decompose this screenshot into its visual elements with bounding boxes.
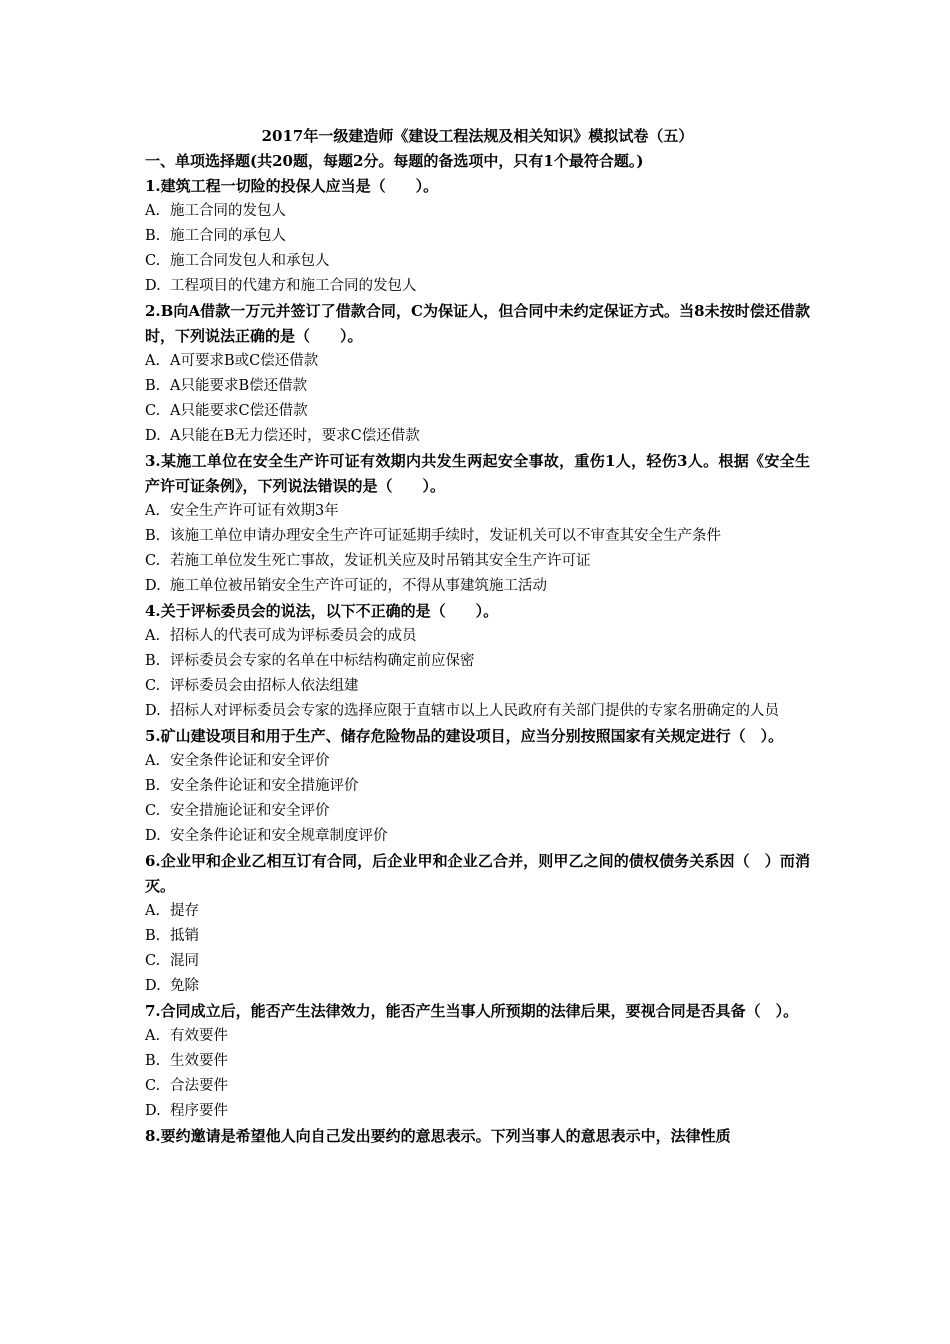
answer-option xyxy=(145,549,810,574)
option-label: C. xyxy=(145,803,161,819)
option-text: 招标人的代表可成为评标委员会的成员 xyxy=(170,628,417,644)
option-text: A只能在B无力偿还时，要求C偿还借款 xyxy=(170,428,420,444)
answer-option xyxy=(145,1049,810,1074)
answer-option xyxy=(145,924,810,949)
option-label: B. xyxy=(145,928,161,944)
option-text: 抵销 xyxy=(170,928,199,944)
option-label: D. xyxy=(145,828,161,844)
question-stem: 8.要约邀请是希望他人向自己发出要约的意思表示。下列当事人的意思表示中，法律性质 xyxy=(145,1127,731,1145)
option-text: A只能要求C偿还借款 xyxy=(170,403,308,419)
question-item xyxy=(145,1124,810,1149)
option-label: C. xyxy=(145,953,161,969)
answer-option xyxy=(145,749,810,774)
option-text: 安全条件论证和安全规章制度评价 xyxy=(170,828,388,844)
option-text: 评标委员会由招标人依法组建 xyxy=(170,678,359,694)
answer-option xyxy=(145,374,810,399)
option-label: A. xyxy=(145,903,161,919)
option-text: 施工合同发包人和承包人 xyxy=(170,253,330,269)
option-text: 施工合同的承包人 xyxy=(170,228,286,244)
option-text: 程序要件 xyxy=(170,1103,228,1119)
option-text: 招标人对评标委员会专家的选择应限于直辖市以上人民政府有关部门提供的专家名册确定的人员 xyxy=(170,703,779,719)
answer-option xyxy=(145,199,810,224)
answer-option xyxy=(145,824,810,849)
option-label: A. xyxy=(145,503,161,519)
answer-option xyxy=(145,249,810,274)
answer-option xyxy=(145,524,810,549)
option-label: A. xyxy=(145,753,161,769)
option-label: C. xyxy=(145,678,161,694)
answer-option xyxy=(145,774,810,799)
question-stem: 2.B向A借款一万元并签订了借款合同，C为保证人，但合同中未约定保证方式。当8未按时偿还借款时，下列说法正确的是（ ）。 xyxy=(145,302,810,345)
answer-option xyxy=(145,274,810,299)
option-text: 施工合同的发包人 xyxy=(170,203,286,219)
answer-option xyxy=(145,1074,810,1099)
question-list xyxy=(145,174,810,1149)
answer-option xyxy=(145,649,810,674)
option-text: 混同 xyxy=(170,953,199,969)
option-label: C. xyxy=(145,253,161,269)
option-text: 有效要件 xyxy=(170,1028,228,1044)
option-text: 安全生产许可证有效期3年 xyxy=(170,503,339,519)
answer-option xyxy=(145,349,810,374)
option-label: D. xyxy=(145,278,161,294)
question-stem: 4.关于评标委员会的说法，以下不正确的是（ ）。 xyxy=(145,602,499,620)
option-label: D. xyxy=(145,428,161,444)
option-text: 该施工单位申请办理安全生产许可证延期手续时，发证机关可以不审查其安全生产条件 xyxy=(170,528,721,544)
question-stem: 6.企业甲和企业乙相互订有合同，后企业甲和企业乙合并，则甲乙之间的债权债务关系因（ ）而消灭。 xyxy=(145,852,810,895)
option-label: C. xyxy=(145,1078,161,1094)
answer-option xyxy=(145,399,810,424)
question-stem: 7.合同成立后，能否产生法律效力，能否产生当事人所预期的法律后果，要视合同是否具备（ ）。 xyxy=(145,1002,799,1020)
answer-option xyxy=(145,624,810,649)
question-item xyxy=(145,999,810,1124)
option-text: 免除 xyxy=(170,978,199,994)
option-label: A. xyxy=(145,353,161,369)
answer-option xyxy=(145,574,810,599)
question-stem: 1.建筑工程一切险的投保人应当是（ ）。 xyxy=(145,177,439,195)
option-text: 合法要件 xyxy=(170,1078,228,1094)
option-label: B. xyxy=(145,528,161,544)
exam-title: 2017年一级建造师《建设工程法规及相关知识》模拟试卷（五） xyxy=(261,127,694,145)
option-label: D. xyxy=(145,703,161,719)
option-label: A. xyxy=(145,628,161,644)
answer-option xyxy=(145,1024,810,1049)
answer-option xyxy=(145,949,810,974)
option-text: 施工单位被吊销安全生产许可证的，不得从事建筑施工活动 xyxy=(170,578,547,594)
option-text: 提存 xyxy=(170,903,199,919)
option-text: 生效要件 xyxy=(170,1053,228,1069)
option-label: B. xyxy=(145,653,161,669)
question-stem: 3.某施工单位在安全生产许可证有效期内共发生两起安全事故，重伤1人，轻伤3人。根据《安全生产许可证条例》，下列说法错误的是（ ）。 xyxy=(145,452,810,495)
question-item xyxy=(145,299,810,449)
answer-option xyxy=(145,499,810,524)
option-label: B. xyxy=(145,1053,161,1069)
section-heading: 一、单项选择题(共20题，每题2分。每题的备选项中，只有1个最符合题。) xyxy=(145,152,644,170)
option-label: B. xyxy=(145,778,161,794)
question-item xyxy=(145,599,810,724)
answer-option xyxy=(145,424,810,449)
option-label: B. xyxy=(145,228,161,244)
question-stem: 5.矿山建设项目和用于生产、储存危险物品的建设项目，应当分别按照国家有关规定进行（ ）。 xyxy=(145,727,784,745)
question-item xyxy=(145,449,810,599)
option-label: A. xyxy=(145,203,161,219)
option-text: 安全条件论证和安全措施评价 xyxy=(170,778,359,794)
option-text: 若施工单位发生死亡事故，发证机关应及时吊销其安全生产许可证 xyxy=(170,553,591,569)
option-text: A可要求B或C偿还借款 xyxy=(170,353,319,369)
option-label: D. xyxy=(145,1103,161,1119)
answer-option xyxy=(145,974,810,999)
question-item xyxy=(145,724,810,849)
option-label: C. xyxy=(145,403,161,419)
question-item xyxy=(145,849,810,999)
option-label: B. xyxy=(145,378,161,394)
option-label: D. xyxy=(145,578,161,594)
question-item xyxy=(145,174,810,299)
option-text: 评标委员会专家的名单在中标结构确定前应保密 xyxy=(170,653,475,669)
answer-option xyxy=(145,899,810,924)
option-label: A. xyxy=(145,1028,161,1044)
answer-option xyxy=(145,799,810,824)
answer-option xyxy=(145,1099,810,1124)
option-label: D. xyxy=(145,978,161,994)
answer-option xyxy=(145,699,810,724)
option-text: A只能要求B偿还借款 xyxy=(170,378,308,394)
exam-content xyxy=(145,124,810,1149)
option-text: 安全条件论证和安全评价 xyxy=(170,753,330,769)
option-text: 安全措施论证和安全评价 xyxy=(170,803,330,819)
answer-option xyxy=(145,674,810,699)
option-text: 工程项目的代建方和施工合同的发包人 xyxy=(170,278,417,294)
answer-option xyxy=(145,224,810,249)
option-label: C. xyxy=(145,553,161,569)
